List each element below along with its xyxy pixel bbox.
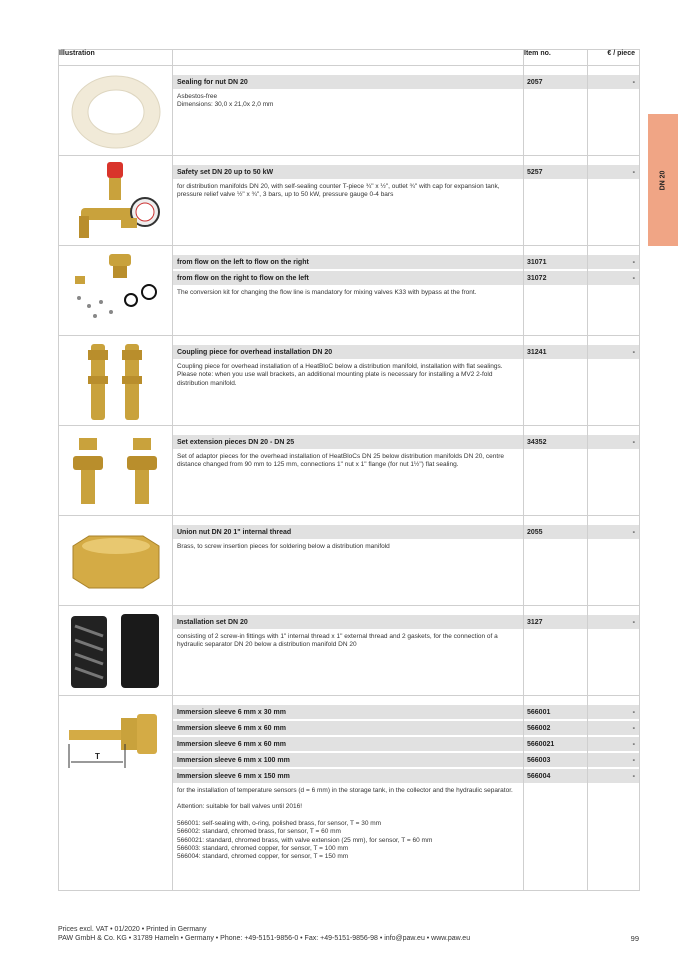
product-title: Immersion sleeve 6 mm x 100 mm [173,753,523,767]
product-description: Asbestos-free [177,93,218,100]
product-description: Dimensions: 30,0 x 21,0x 2,0 mm [177,101,274,109]
footer-line-2: PAW GmbH & Co. KG • 31789 Hameln • Germany • Phone: +49-5151-9856-0 • Fax: +49-5151-9856-98 • info@paw.eu • www.paw.eu [58,935,471,942]
item-number: 5660021 [524,737,587,751]
price: - [588,525,639,539]
item-number: 566002 [524,721,587,735]
sealing-ring-image [59,66,173,156]
product-description: The conversion kit for changing the flow line is mandatory for mixing valves K33 with bypass at the front. [177,289,477,296]
table-row [59,246,640,336]
t-dimension-label: T [95,752,100,761]
item-number: 5257 [524,165,587,179]
header-illustration: Illustration [59,50,173,66]
price: - [588,615,639,629]
header-item-no: Item no. [524,50,588,66]
product-description: Brass, to screw insertion pieces for soldering below a distribution manifold [177,543,390,550]
item-number: 566001 [524,705,587,719]
price: - [588,705,639,719]
price: - [588,75,639,89]
union-nut-image [59,516,173,606]
product-title: from flow on the left to flow on the right [173,255,523,269]
product-title: from flow on the right to flow on the left [173,271,523,285]
item-number: 31071 [524,255,587,269]
table-row [59,606,640,696]
price: - [588,271,639,285]
table-row [59,696,640,891]
product-description: 5660021: standard, chromed brass, with valve extension (25 mm), for sensor, T = 60 mm [177,836,433,844]
page-footer [58,925,470,943]
product-title: Immersion sleeve 6 mm x 60 mm [173,737,523,751]
table-row [59,336,640,426]
item-number: 2055 [524,525,587,539]
table-row [59,156,640,246]
product-title: Installation set DN 20 [173,615,523,629]
product-description: for the installation of temperature sensors (d = 6 mm) in the storage tank, in the collector and the hydraulic separator. [177,787,513,794]
immersion-sleeve-image [59,696,173,891]
product-title: Coupling piece for overhead installation DN 20 [173,345,523,359]
item-number: 2057 [524,75,587,89]
installation-set-image [59,606,173,696]
header-price: € / piece [588,50,640,66]
product-title: Immersion sleeve 6 mm x 30 mm [173,705,523,719]
product-description: 566001: self-sealing with, o-ring, polished brass, for sensor, T = 30 mm [177,819,382,827]
price: - [588,721,639,735]
price: - [588,737,639,751]
item-number: 31072 [524,271,587,285]
price: - [588,435,639,449]
item-number: 31241 [524,345,587,359]
product-title: Immersion sleeve 6 mm x 150 mm [173,769,523,783]
product-description: 566002: standard, chromed brass, for sensor, T = 60 mm [177,828,341,836]
product-description: consisting of 2 screw-in fittings with 1" internal thread x 1" external thread and 2 gaskets, for the connection of a hydraulic separator DN 20 below a distribution manifold DN 20 [177,633,498,649]
product-description: Coupling piece for overhead installation of a HeatBloC below a distribution manifold, installation with flat sealings. Please note: when you use wall brackets, an additional mounting plate is necessary for installing a MV2 2-fold distribution manifold. [177,363,503,387]
footer-line-1: Prices excl. VAT • 01/2020 • Printed in Germany [58,926,207,933]
price: - [588,769,639,783]
conversion-kit-image [59,246,173,336]
safety-set-image [59,156,173,246]
table-row [59,426,640,516]
product-title: Sealing for nut DN 20 [173,75,523,89]
section-tab [648,114,678,246]
product-title: Safety set DN 20 up to 50 kW [173,165,523,179]
product-description: for distribution manifolds DN 20, with self-sealing counter T-piece ¾" x ½", outlet ¾" with cap for expansion tank, pressure relief valve ½" x ¾", 3 bars, up to 50 kW, pressure gauge 0-4 bars [177,183,500,199]
header-description [173,50,524,66]
page-number: 99 [630,934,639,943]
product-description: Attention: suitable for ball valves until 2016! [177,803,303,811]
product-title: Union nut DN 20 1" internal thread [173,525,523,539]
item-number: 566004 [524,769,587,783]
product-table [58,49,640,891]
item-number: 34352 [524,435,587,449]
price: - [588,165,639,179]
item-number: 566003 [524,753,587,767]
table-row [59,66,640,156]
section-tab-label: DN 20 [659,170,667,190]
product-description: 566003: standard, chromed copper, for sensor, T = 100 mm [177,845,349,853]
product-description: Set of adaptor pieces for the overhead installation of HeatBloCs DN 25 below distribution manifolds DN 20, centre distance changed from 90 mm to 125 mm, connections 1" nut x 1" flange (for nut 1½") flat sealing. [177,453,504,469]
item-number: 3127 [524,615,587,629]
product-title: Set extension pieces DN 20 - DN 25 [173,435,523,449]
price: - [588,255,639,269]
price: - [588,345,639,359]
product-description: 566004: standard, chromed copper, for sensor, T = 150 mm [177,853,349,861]
extension-pieces-image [59,426,173,516]
product-title: Immersion sleeve 6 mm x 60 mm [173,721,523,735]
coupling-piece-image [59,336,173,426]
price: - [588,753,639,767]
table-row [59,516,640,606]
